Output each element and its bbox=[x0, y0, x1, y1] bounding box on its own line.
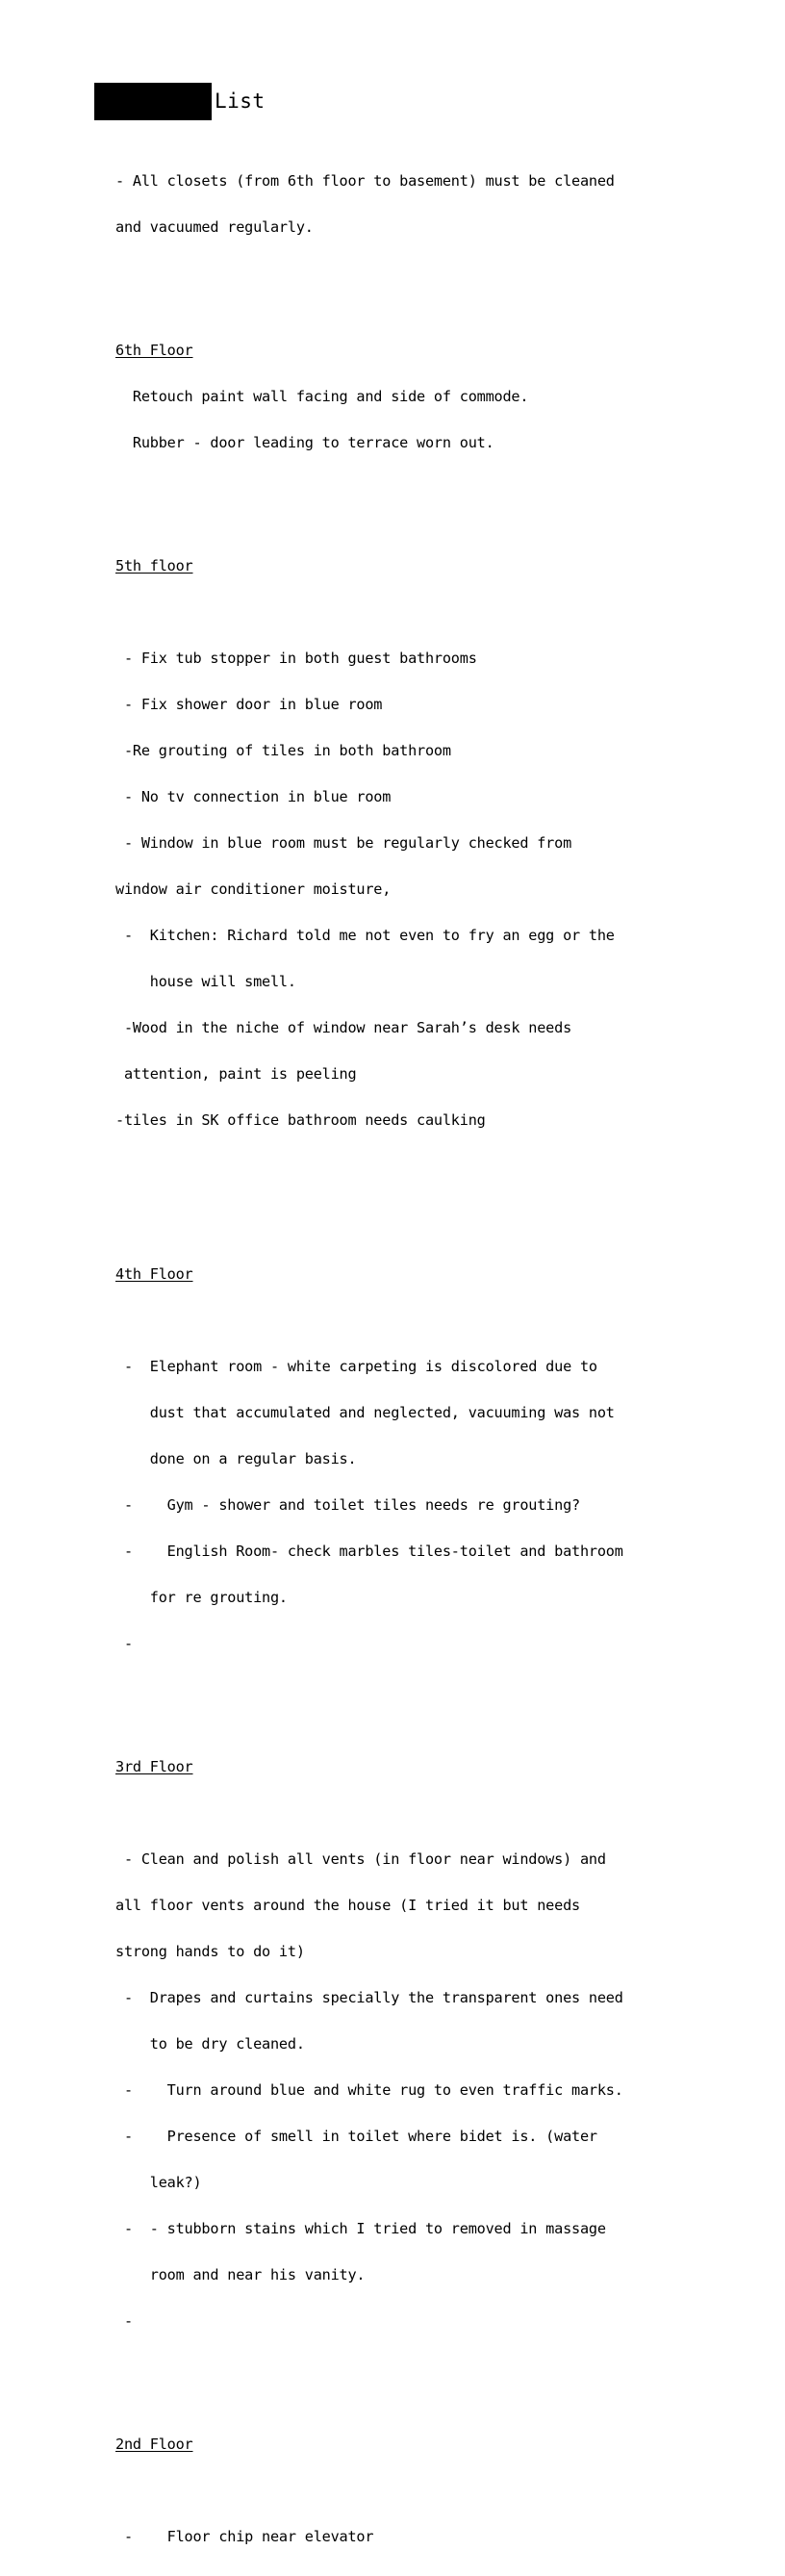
list-item: -tiles in SK office bathroom needs caulking bbox=[115, 1111, 486, 1129]
redaction-block bbox=[94, 83, 212, 120]
intro-line: - All closets (from 6th floor to basement) must be cleaned bbox=[115, 172, 615, 190]
list-item: - Floor chip near elevator bbox=[115, 2528, 374, 2545]
list-item: to be dry cleaned. bbox=[115, 2035, 305, 2053]
list-item: -Re grouting of tiles in both bathroom bbox=[115, 742, 451, 759]
section-heading-5th-floor: 5th floor bbox=[115, 557, 193, 574]
list-item: dust that accumulated and neglected, vacuuming was not bbox=[115, 1404, 615, 1421]
list-item: window air conditioner moisture, bbox=[115, 880, 392, 898]
list-item: - bbox=[115, 2312, 133, 2330]
list-item: - Gym - shower and toilet tiles needs re grouting? bbox=[115, 1496, 580, 1514]
section-heading-3rd-floor: 3rd Floor bbox=[115, 1758, 193, 1775]
list-item: - Fix shower door in blue room bbox=[115, 696, 383, 713]
list-item: done on a regular basis. bbox=[115, 1450, 357, 1467]
section-heading-6th-floor: 6th Floor bbox=[115, 342, 193, 359]
list-item: - English Room- check marbles tiles-toilet and bathroom bbox=[115, 1543, 623, 1560]
list-item: -Wood in the niche of window near Sarah’s desk needs bbox=[115, 1019, 572, 1036]
list-item: - Elephant room - white carpeting is discolored due to bbox=[115, 1358, 597, 1375]
list-item: house will smell. bbox=[115, 973, 296, 990]
list-item: for re grouting. bbox=[115, 1589, 288, 1606]
list-item: strong hands to do it) bbox=[115, 1943, 305, 1960]
list-item: room and near his vanity. bbox=[115, 2266, 366, 2283]
list-item: - Window in blue room must be regularly checked from bbox=[115, 834, 572, 852]
document-body bbox=[115, 142, 673, 2575]
page-title: List bbox=[215, 89, 266, 113]
list-item: - bbox=[115, 1635, 133, 1652]
list-item: Rubber - door leading to terrace worn out. bbox=[115, 434, 494, 451]
list-item: leak?) bbox=[115, 2174, 202, 2191]
list-item: - Fix tub stopper in both guest bathrooms bbox=[115, 650, 477, 667]
list-item: attention, paint is peeling bbox=[115, 1065, 357, 1083]
title-row bbox=[94, 83, 266, 120]
list-item: - Turn around blue and white rug to even traffic marks. bbox=[115, 2081, 623, 2099]
list-item: - Drapes and curtains specially the transparent ones need bbox=[115, 1989, 623, 2006]
section-heading-2nd-floor: 2nd Floor bbox=[115, 2436, 193, 2453]
list-item: Retouch paint wall facing and side of commode. bbox=[115, 388, 529, 405]
list-item: - No tv connection in blue room bbox=[115, 788, 392, 805]
list-item: all floor vents around the house (I tried it but needs bbox=[115, 1897, 580, 1914]
intro-line: and vacuumed regularly. bbox=[115, 218, 314, 236]
list-item: - Kitchen: Richard told me not even to fry an egg or the bbox=[115, 927, 615, 944]
section-heading-4th-floor: 4th Floor bbox=[115, 1265, 193, 1283]
list-item: - - stubborn stains which I tried to removed in massage bbox=[115, 2220, 606, 2237]
list-item: - Presence of smell in toilet where bidet is. (water bbox=[115, 2128, 597, 2145]
list-item: - Clean and polish all vents (in floor near windows) and bbox=[115, 1850, 606, 1868]
